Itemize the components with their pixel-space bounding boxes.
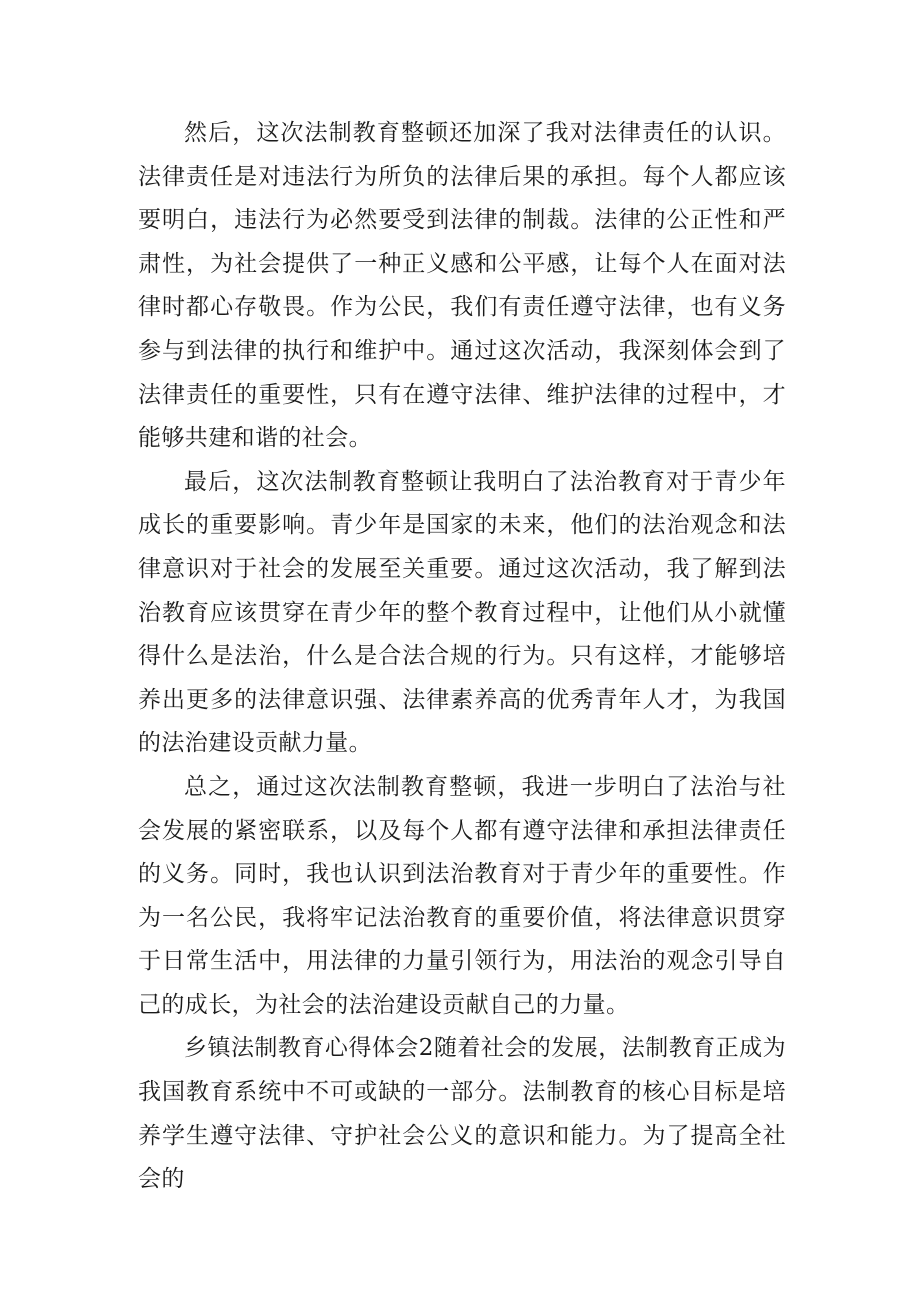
paragraph-legal-responsibility: 然后，这次法制教育整顿还加深了我对法律责任的认识。法律责任是对违法行为所负的法律后果的承担。每个人都应该要明白，违法行为必然要受到法律的制裁。法律的公正性和严肃性，为社会提供了一种正义感和公平感，让每个人在面对法律时都心存敬畏。作为公民，我们有责任遵守法律，也有义务参与到法律的执行和维护中。通过这次活动，我深刻体会到了法律责任的重要性，只有在遵守法律、维护法律的过程中，才能够共建和谐的社会。	[138, 120, 786, 452]
paragraph-youth-education: 最后，这次法制教育整顿让我明白了法治教育对于青少年成长的重要影响。青少年是国家的未来，他们的法治观念和法律意识对于社会的发展至关重要。通过这次活动，我了解到法治教育应该贯穿在青少年的整个教育过程中，让他们从小就懂得什么是法治，什么是合法合规的行为。只有这样，才能够培养出更多的法律意识强、法律素养高的优秀青年人才，为我国的法治建设贡献力量。	[138, 468, 786, 757]
paragraph-conclusion: 总之，通过这次法制教育整顿，我进一步明白了法治与社会发展的紧密联系，以及每个人都有遵守法律和承担法律责任的义务。同时，我也认识到法治教育对于青少年的重要性。作为一名公民，我将牢记法治教育的重要价值，将法律意识贯穿于日常生活中，用法律的力量引领行为，用法治的观念引导自己的成长，为社会的法治建设贡献自己的力量。	[138, 773, 786, 1018]
paragraph-second-essay-start: 乡镇法制教育心得体会2随着社会的发展，法制教育正成为我国教育系统中不可或缺的一部分。法制教育的核心目标是培养学生遵守法律、守护社会公义的意识和能力。为了提高全社会的	[138, 1035, 786, 1193]
document-body	[138, 112, 786, 1202]
